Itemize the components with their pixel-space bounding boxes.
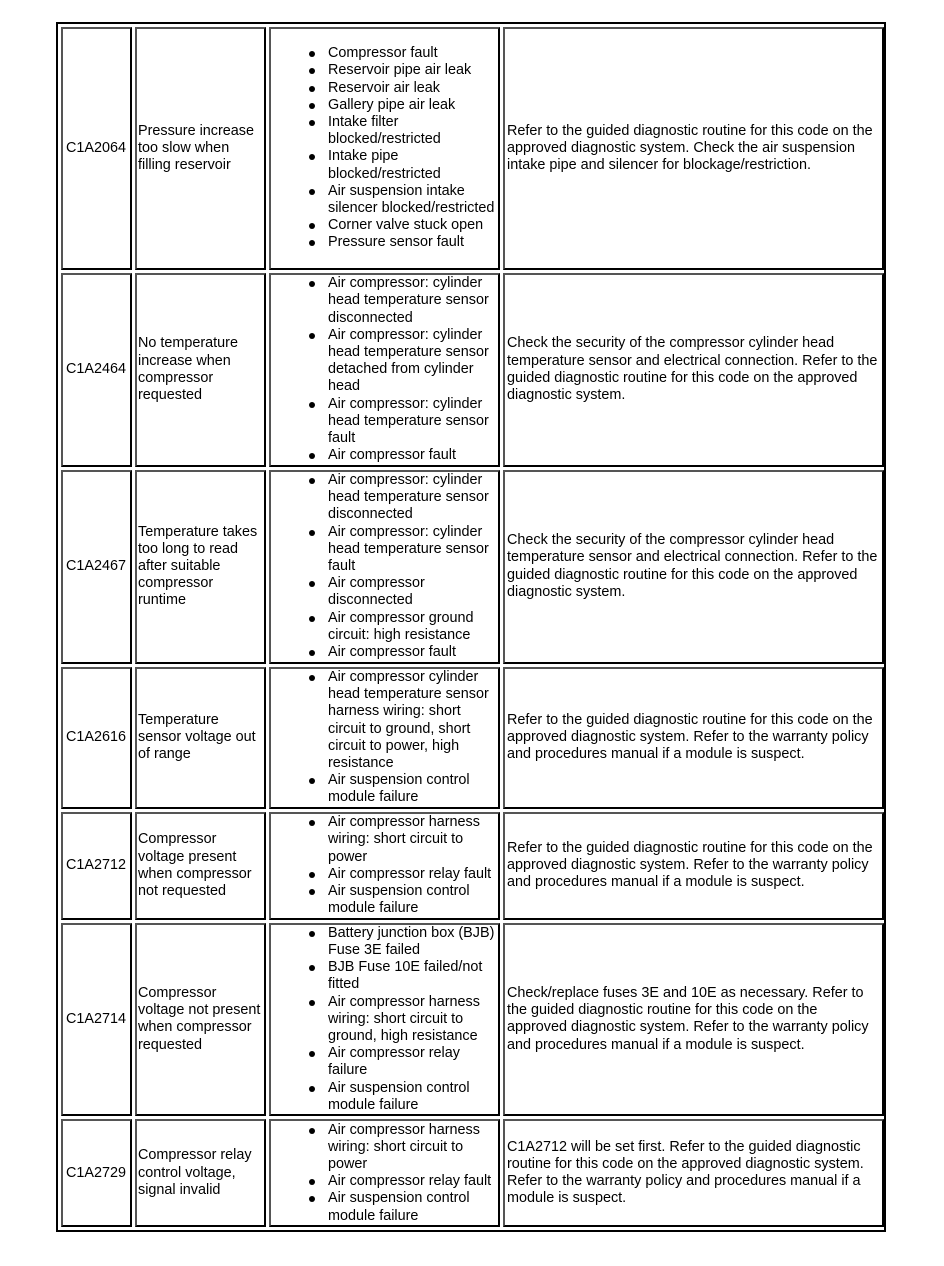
cause-list: [273, 472, 496, 661]
dtc-code: C1A2714: [61, 923, 132, 1117]
cause-list: [273, 275, 496, 464]
table-row: [61, 273, 884, 467]
table-row: [61, 470, 884, 664]
cause-item: Air compressor: cylinder head temperature sensor detached from cylinder head: [328, 327, 496, 396]
action-text: Check the security of the compressor cylinder head temperature sensor and electrical connection. Refer to the guided diagnostic routine for this code on the approved diagnostic system.: [503, 470, 884, 664]
cause-item: Air compressor harness wiring: short circuit to ground, high resistance: [328, 994, 496, 1046]
action-text: Refer to the guided diagnostic routine for this code on the approved diagnostic system. Refer to the warranty policy and procedures manual if a module is suspect.: [503, 667, 884, 809]
possible-causes: [269, 273, 500, 467]
possible-causes: [269, 27, 500, 270]
cause-item: Gallery pipe air leak: [328, 97, 496, 114]
dtc-code: C1A2464: [61, 273, 132, 467]
table-row: [61, 27, 884, 270]
dtc-code: C1A2467: [61, 470, 132, 664]
cause-list: [273, 925, 496, 1114]
cause-item: Battery junction box (BJB) Fuse 3E failed: [328, 924, 495, 959]
cause-item: Air compressor ground circuit: high resistance: [328, 610, 496, 644]
possible-causes: [269, 667, 500, 809]
cause-item: Air compressor: cylinder head temperature sensor disconnected: [328, 472, 496, 524]
cause-item: Air compressor relay fault: [328, 1173, 496, 1190]
cause-item: Pressure sensor fault: [328, 234, 496, 251]
cause-item: Air suspension control module failure: [328, 1190, 496, 1224]
cause-list: [273, 669, 496, 807]
possible-causes: [269, 1119, 500, 1227]
cause-item: Air compressor harness wiring: short circuit to power: [328, 814, 496, 866]
possible-causes: [269, 470, 500, 664]
dtc-table-body: [61, 27, 884, 1227]
cause-item: Reservoir air leak: [328, 80, 496, 97]
cause-item: Air compressor cylinder head temperature sensor harness wiring: short circuit to ground, short circuit to power, high resistance: [328, 669, 496, 772]
cause-item: Air suspension control module failure: [328, 1080, 496, 1114]
cause-item: Corner valve stuck open: [328, 217, 496, 234]
cause-item: Compressor fault: [328, 45, 496, 62]
table-row: [61, 667, 884, 809]
condition-description: Compressor relay control voltage, signal invalid: [135, 1119, 266, 1227]
cause-item: Air compressor harness wiring: short circuit to power: [328, 1122, 496, 1174]
condition-description: Pressure increase too slow when filling reservoir: [135, 27, 266, 270]
dtc-table: [58, 24, 887, 1230]
cause-list: [273, 814, 496, 917]
cause-item: Intake pipe blocked/restricted: [328, 148, 496, 182]
cause-item: Air compressor: cylinder head temperature sensor disconnected: [328, 275, 496, 327]
table-row: [61, 1119, 884, 1227]
cause-item: Air compressor relay failure: [328, 1045, 496, 1079]
cause-item: BJB Fuse 10E failed/not fitted: [328, 959, 496, 993]
cause-item: Air suspension control module failure: [328, 772, 496, 806]
condition-description: Temperature takes too long to read after suitable compressor runtime: [135, 470, 266, 664]
possible-causes: [269, 923, 500, 1117]
cause-item: Intake filter blocked/restricted: [328, 114, 496, 148]
cause-list: [273, 1122, 496, 1225]
dtc-code: C1A2729: [61, 1119, 132, 1227]
action-text: Refer to the guided diagnostic routine for this code on the approved diagnostic system. Check the air suspension intake pipe and silencer for blockage/restriction.: [503, 27, 884, 270]
cause-item: Reservoir pipe air leak: [328, 62, 496, 79]
action-text: Check/replace fuses 3E and 10E as necessary. Refer to the guided diagnostic routine for this code on the approved diagnostic system. Refer to the warranty policy and procedures manual if a module is suspect.: [503, 923, 884, 1117]
condition-description: Compressor voltage present when compressor not requested: [135, 812, 266, 920]
condition-description: No temperature increase when compressor requested: [135, 273, 266, 467]
condition-description: Compressor voltage not present when compressor requested: [135, 923, 266, 1117]
dtc-code: C1A2712: [61, 812, 132, 920]
cause-item: Air compressor: cylinder head temperature sensor fault: [328, 524, 496, 576]
dtc-code: C1A2616: [61, 667, 132, 809]
action-text: C1A2712 will be set first. Refer to the guided diagnostic routine for this code on the approved diagnostic system. Refer to the warranty policy and procedures manual if a module is suspect.: [503, 1119, 884, 1227]
cause-item: Air compressor disconnected: [328, 575, 496, 609]
cause-list: [273, 45, 496, 251]
table-row: [61, 923, 884, 1117]
action-text: Check the security of the compressor cylinder head temperature sensor and electrical connection. Refer to the guided diagnostic routine for this code on the approved diagnostic system.: [503, 273, 884, 467]
condition-description: Temperature sensor voltage out of range: [135, 667, 266, 809]
cause-item: Air suspension control module failure: [328, 883, 496, 917]
cause-item: Air compressor: cylinder head temperature sensor fault: [328, 396, 496, 448]
action-text: Refer to the guided diagnostic routine for this code on the approved diagnostic system. Refer to the warranty policy and procedures manual if a module is suspect.: [503, 812, 884, 920]
cause-item: Air compressor relay fault: [328, 866, 496, 883]
cause-item: Air compressor fault: [328, 644, 496, 661]
cause-item: Air compressor fault: [328, 447, 496, 464]
dtc-code: C1A2064: [61, 27, 132, 270]
table-row: [61, 812, 884, 920]
possible-causes: [269, 812, 500, 920]
cause-item: Air suspension intake silencer blocked/restricted: [328, 182, 495, 216]
